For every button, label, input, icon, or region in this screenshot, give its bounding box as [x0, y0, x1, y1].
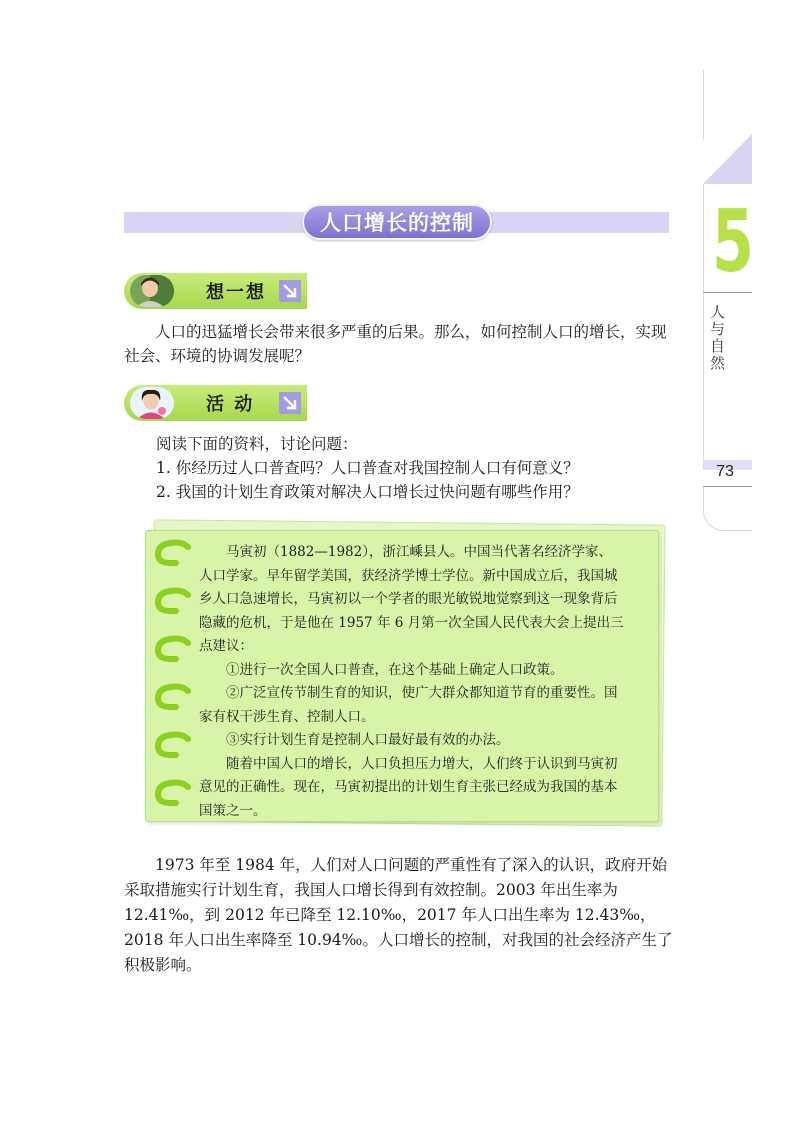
card-text [199, 541, 625, 823]
think-header [124, 273, 307, 309]
binder-ring-icon [152, 539, 192, 567]
card-paragraph: 随着中国人口的增长，人口负担压力增大，人们终于认识到马寅初意见的正确性。现在，马寅初提出的计划生育主张已经成为我国的基本国策之一。 [199, 755, 618, 819]
section-title: 人口增长的控制 [320, 211, 474, 235]
margin-corner [703, 487, 752, 531]
binder-ring-icon [152, 731, 192, 759]
activity-intro: 阅读下面的资料，讨论问题： [156, 435, 358, 453]
activity-question: 2. 我国的计划生育政策对解决人口增长过快问题有哪些作用？ [156, 483, 579, 501]
chapter-separator [703, 292, 752, 293]
section-title-pill [302, 204, 492, 240]
page-number: 73 [716, 463, 734, 480]
chapter-label: 人与自然 [710, 303, 726, 372]
closing-paragraph: 1973 年至 1984 年，人们对人口问题的严重性有了深入的认识，政府开始采取措施实行计划生育，我国人口增长得到有效控制。2003 年出生率为 12.41‰，到 2012 年已降至 12.10‰，2017 年人口出生率为 12.43‰，2018 年人口出生率降至 10.94‰。人口增长的控制，对我国的社会经济产生了积极影响。 [124, 856, 673, 974]
binder-ring-icon [152, 683, 192, 711]
arrow-down-right-icon [279, 280, 301, 302]
card-paragraph: ②广泛宣传节制生育的知识，使广大群众都知道节育的重要性。国家有权干涉生育、控制人口。 [199, 685, 618, 725]
binder-ring-icon [152, 587, 192, 615]
binder-ring-icon [152, 779, 192, 807]
card-paragraph: 马寅初（1882—1982），浙江嵊县人。中国当代著名经济学家、人口学家。早年留学美国，获经济学博士学位。新中国成立后，我国城乡人口急速增长，马寅初以一个学者的眼光敏锐地觉察到这一现象背后隐藏的危机，于是他在 1957 年 6 月第一次全国人民代表大会上提出三点建议： [199, 544, 624, 654]
activity-question: 1. 你经历过人口普查吗？人口普查对我国控制人口有何意义？ [156, 459, 579, 477]
arrow-down-right-icon [279, 392, 301, 414]
avatar-photo [130, 387, 174, 419]
margin-line [703, 184, 704, 460]
margin-line [703, 70, 704, 140]
chapter-number: 5 [712, 192, 754, 292]
card-paragraph: ③实行计划生育是控制人口最好最有效的办法。 [226, 732, 510, 748]
activity-label: 活 动 [206, 394, 255, 415]
binder-ring-icon [152, 635, 192, 663]
card-paragraph: ①进行一次全国人口普查，在这个基础上确定人口政策。 [226, 661, 564, 678]
think-text: 人口的迅猛增长会带来很多严重的后果。那么，如何控制人口的增长，实现社会、环境的协调发展呢？ [124, 323, 667, 365]
chapter-tab-triangle [703, 134, 752, 184]
think-label: 想一想 [206, 282, 266, 303]
activity-header [124, 385, 307, 421]
note-card [145, 530, 659, 822]
avatar-photo [130, 275, 174, 307]
